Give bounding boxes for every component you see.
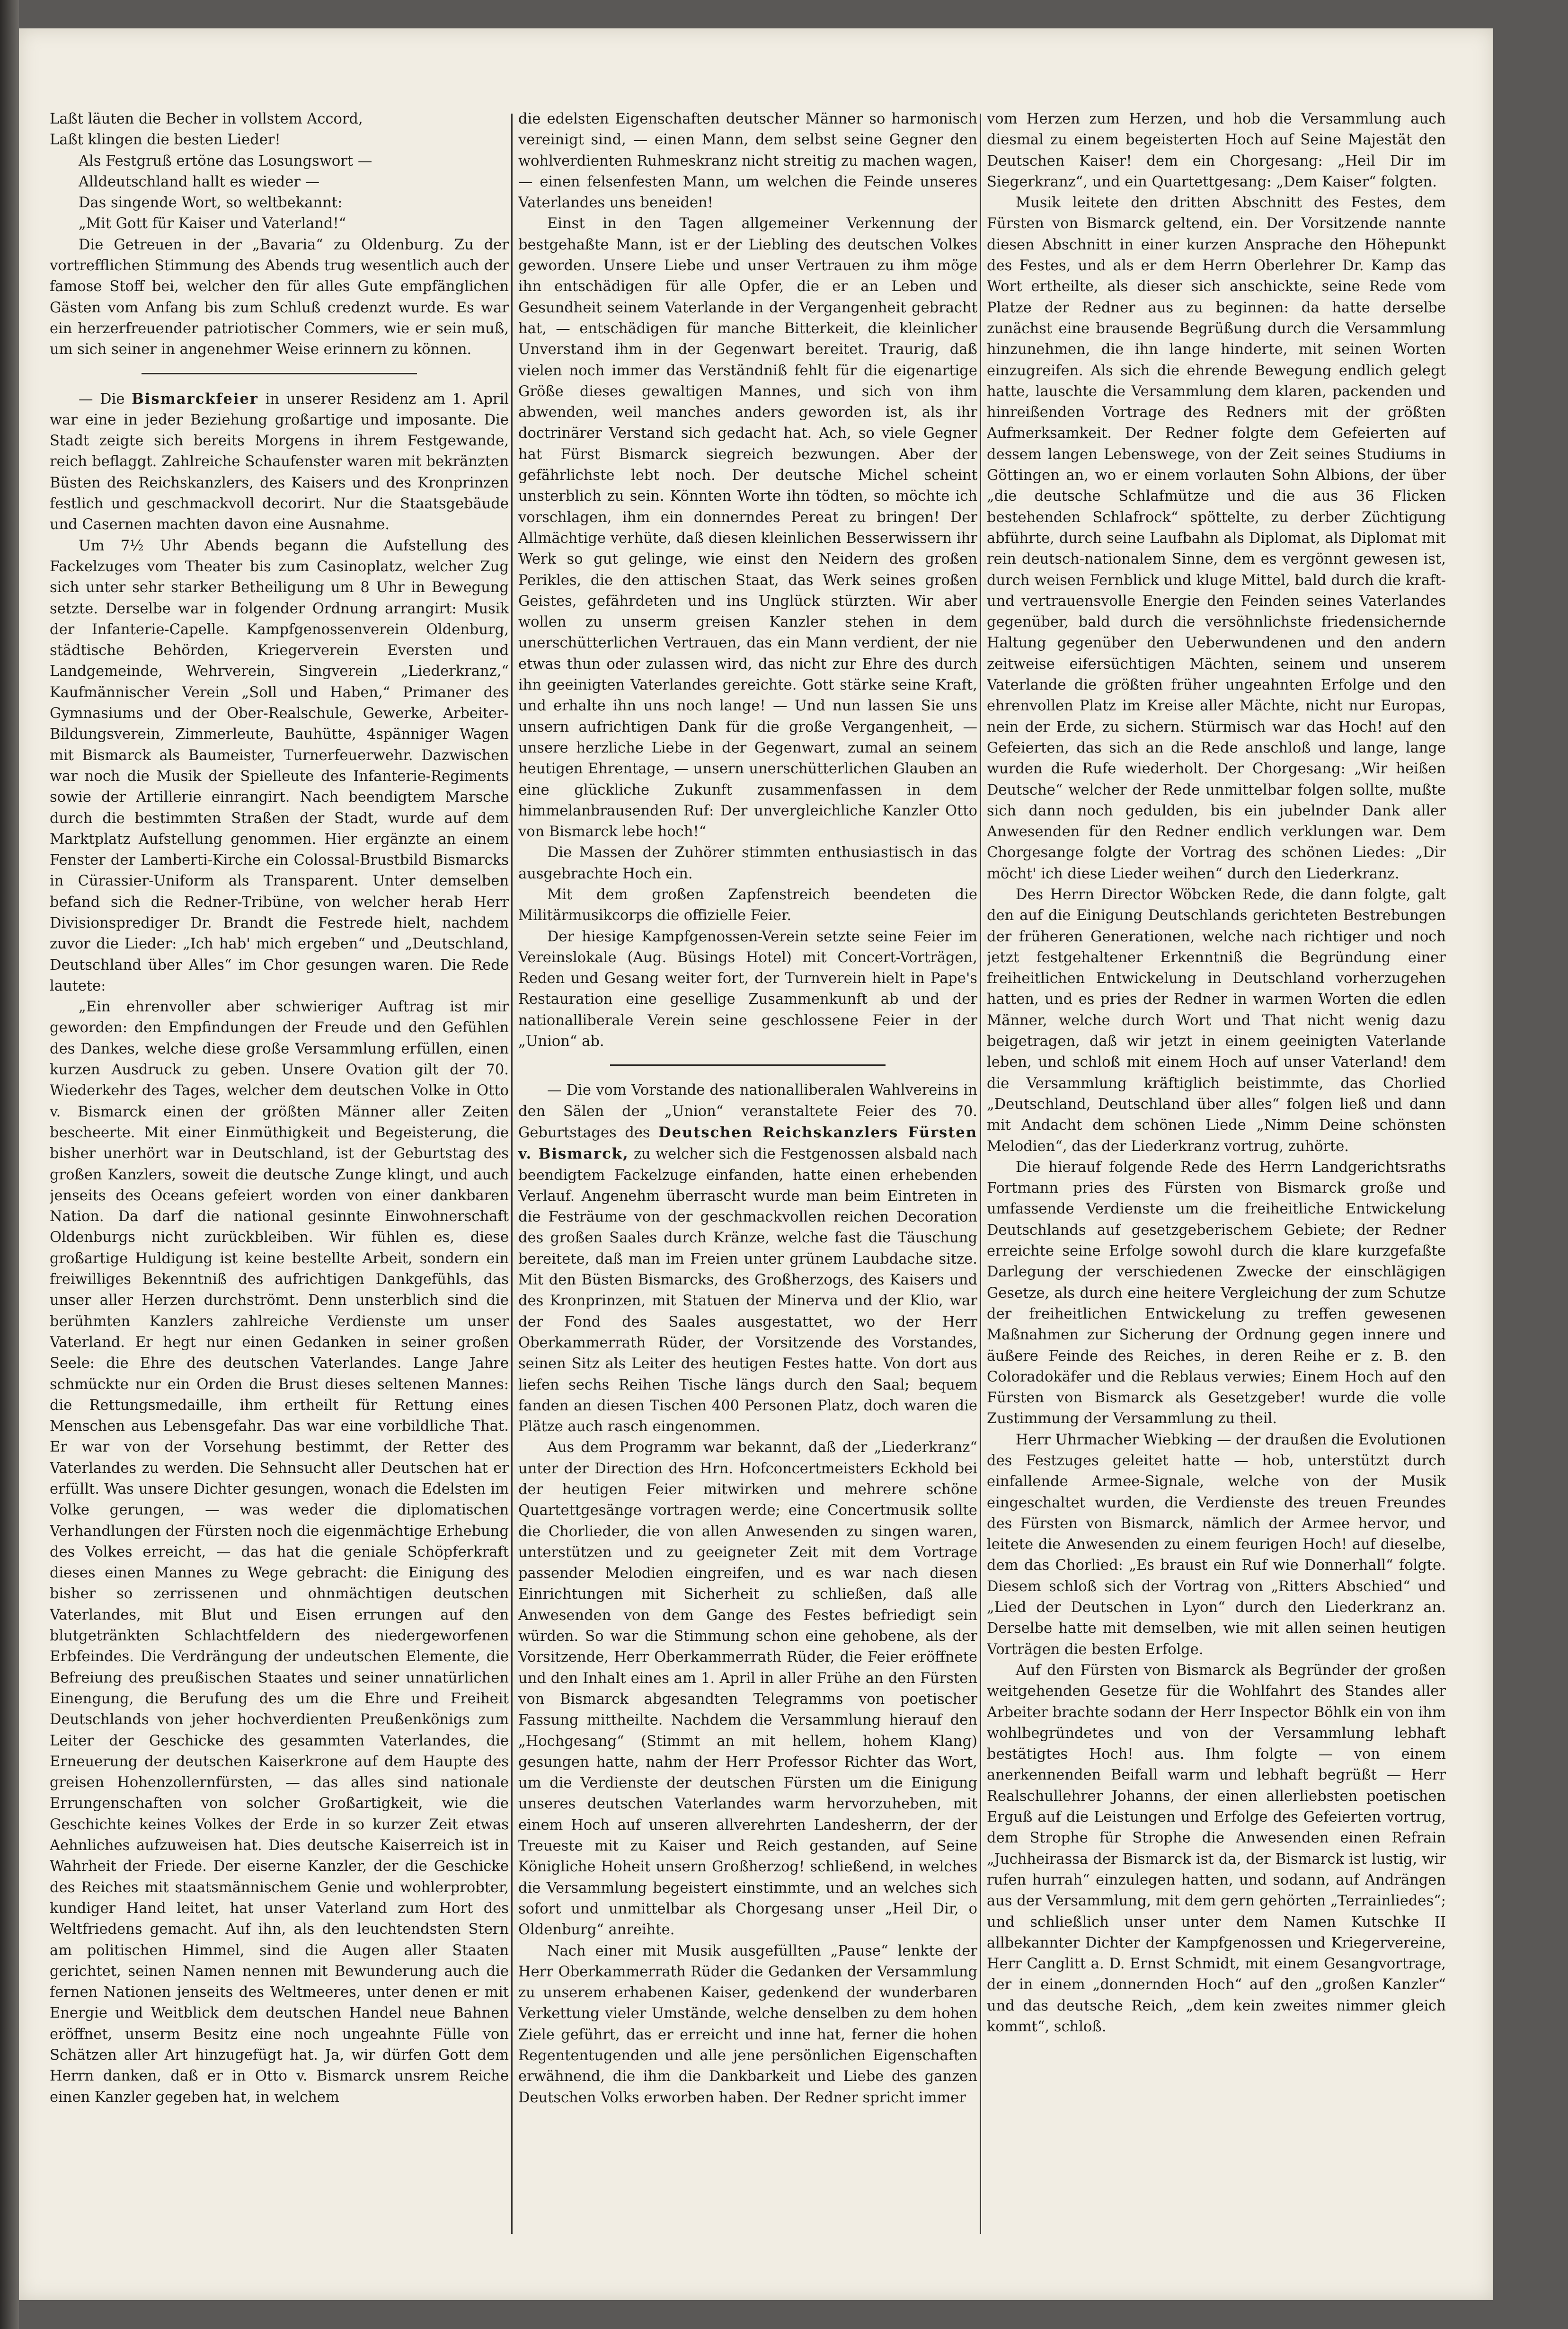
paragraph: Die hierauf folgende Rede des Herrn Landgerichtsraths Fortmann pries des Fürsten von Bismarck große und umfassende Verdienste um die freiheitliche Entwickelung Deutschlands auf gesetzgeberischem Gebiete; der Redner erreichte seine Erfolge sowohl durch die klare kurzgefaßte Darlegung der verschiedenen Zwecke der einschlägigen Gesetze, als durch eine heitere Vergleichung der zum Schutze der freiheitlichen Entwickelung zu treffen gewesenen Maßnahmen zur Sicherung der Ordnung gegen innere und äußere Feinde des Reiches, in deren Reihe er z. B. den Coloradokäfer und die Reblaus verwies; Einem Hoch auf den Fürsten von Bismarck als Gesetzgeber! wurde die volle Zustimmung der Versammlung zu theil. — [987, 1159, 1446, 1427]
article-separator — [610, 1064, 886, 1066]
paragraph: Nach einer mit Musik ausgefüllten „Pause“ lenkte der Herr Oberkammerrath Rüder die Gedanken der Versammlung zu unserem erhabenen Kaiser, gedenkend der wunderbaren Verkettung vieler Umstände, welche denselben zu dem hohen Ziele geführt, das er erreicht und inne hat, ferner die hohen Regententugenden und alle jene persönlichen Eigenschaften erwähnend, die ihm die Dankbarkeit und Liebe des ganzen Deutschen Volks erworben haben. Der Redner spricht immer — [518, 1942, 977, 2106]
paragraph: Die Massen der Zuhörer stimmten enthusiastisch in das ausgebrachte Hoch ein. — [518, 844, 977, 882]
book-binding-edge — [0, 0, 19, 2329]
paragraph: Der hiesige Kampfgenossen-Verein setzte seine Feier im Vereinslokale (Aug. Büsings Hotel) mit Concert-Vorträgen, Reden und Gesang weiter fort, der Turnverein hielt in Pape's Restauration eine gesellige Zusammenkunft ab und der nationalliberale Verein seine geschlossene Feier in der „Union“ ab. — [518, 928, 977, 1050]
paragraph: Die Getreuen in der „Bavaria“ zu Oldenburg. Zu der vortrefflichen Stimmung des Abends trug wesentlich auch der famose Stoff bei, welcher den für alles Gute empfänglichen Gästen vom Anfang bis zum Schluß credenzt wurde. Es war ein herzerfreuender patriotischer Commers, wie er sein muß, um sich seiner in angenehmer Weise erinnern zu können. — [50, 236, 509, 358]
paragraph: Auf den Fürsten von Bismarck als Begründer der großen weitgehenden Gesetze für die Wohlfahrt des Standes aller Arbeiter brachte sodann der Herr Inspector Böhlk ein von ihm wohlbegründetes und von der Versammlung lebhaft bestätigtes Hoch! aus. Ihm folgte — von einem anerkennenden Beifall warm und lebhaft begrüßt — Herr Realschullehrer Johanns, der einen allerliebsten poetischen Erguß auf die Leistungen und Erfolge des Gefeierten vortrug, dem Strophe für Strophe die Anwesenden einen Refrain „Juchheirassa der Bismarck ist da, der Bismarck ist lustig, wir rufen hurrah“ einzulegen hatten, und sodann, auf Andrängen aus der Versammlung, mit dem gern gehörten „Terrainliedes“; und schließlich unser unter dem Namen Kutschke II allbekannter Dichter der Kampfgenossen und Kriegervereine, Herr Canglitt a. D. Ernst Schmidt, mit einem Gesangvortrage, der in einem „donnernden Hoch“ auf den „großen Kanzler“ und das deutsche Reich, „dem kein zweites nimmer gleich kommt“, schloß. — [987, 1662, 1446, 2036]
article-headline-reichskanzler: Deutschen Reichskanzlers Fürsten v. Bismarck, — [518, 1124, 977, 1163]
paragraph-text: in unserer Residenz am 1. April war eine in jeder Beziehung großartige und imposante. Die Stadt zeigte sich bereits Morgens in ihrem Festgewande, reich beflaggt. Zahlreiche Schaufenster waren mit bekränzten Büsten des Reichskanzlers, des Kaisers und des Kronprinzen festlich und geschmackvoll decorirt. Nur die Staatsgebäude und Casernen machten davon eine Ausnahme. — [50, 390, 509, 533]
poem-line: Als Festgruß ertöne das Losungswort — — [79, 152, 372, 169]
paragraph-text: zu welcher sich die Festgenossen alsbald nach beendigtem Fackelzuge einfanden, hatte einen erhebenden Verlauf. Angenehm überrascht wurde man beim Eintreten in die Festräume von der geschmackvollen reichen Decoration des großen Saales durch Kränze, welche fast die Täuschung bereitete, daß man im Freien unter grünem Laubdache sitze. Mit den Büsten Bismarcks, des Großherzogs, des Kaisers und des Kronprinzen, mit Statuen der Minerva und der Klio, war der Fond des Saales ausgestattet, wo der Herr Oberkammerrath Rüder, der Vorsitzende des Vorstandes, seinen Sitz als Leiter des heutigen Festes hatte. Von dort aus liefen sechs Reihen Tische längs durch den Saal; bequem fanden an diesen Tischen 400 Personen Platz, doch waren die Plätze auch rasch eingenommen. — [518, 1146, 977, 1435]
paragraph: Des Herrn Director Wöbcken Rede, die dann folgte, galt den auf die Einigung Deutschlands gerichteten Bestrebungen der früheren Generationen, welche nach richtiger und noch jetzt festgehaltener Erkenntniß die Begründung einer freiheitlichen Entwickelung in Deutschland vorherzugehen hatten, und es pries der Redner in warmen Worten die edlen Männer, welche durch Wort und That nicht wenig dazu beigetragen, daß wir jetzt in einem geeinigten Vaterlande leben, und schloß mit einem Hoch auf unser Vaterland! dem die Versammlung kräftiglich beistimmte, das Chorlied „Deutschland, Deutschland über alles“ folgen ließ und dann mit Andacht dem schönen Liede „Nimm Deine schönsten Melodien“, das der Liederkranz vortrug, zuhörte. — [987, 886, 1446, 1155]
article-paragraph-bismarckfeier — [50, 389, 509, 536]
column-3 — [987, 109, 1446, 2239]
article-separator — [142, 373, 417, 374]
paragraph: Einst in den Tagen allgemeiner Verkennung der bestgehaßte Mann, ist er der Liebling des deutschen Volkes geworden. Unsere Liebe und unser Vertrauen zu ihm möge ihn entschädigen für alle Opfer, die er an Leben und Gesundheit seinem Vaterlande in der Vergangenheit gebracht hat, — entschädigen für manche Bitterkeit, die kleinlicher Unverstand ihm in der Gegenwart bereitet. Traurig, daß vielen noch immer das Verständniß fehlt für die eigenartige Größe dieses gewaltigen Mannes, und sich von ihm abwenden, weil manches anders geworden ist, als ihr doctrinärer Verstand sich gedacht hat. Ach, so viele Gegner hat Fürst Bismarck siegreich bezwungen. Aber der gefährlichste lebt noch. Der deutsche Michel scheint unsterblich zu sein. Könnten Worte ihn tödten, so möchte ich vorschlagen, ihm ein donnerndes Pereat zu bringen! Der Allmächtige verhüte, daß diesen kleinlichen Besserwissern ihr Werk so gut gelinge, wie einst den Neidern des großen Perikles, die den attischen Staat, das Werk seines großen Geistes, gefährdeten und ins Unglück stürzten. Wir aber wollen zu unserm greisen Kanzler stehen in dem unerschütterlichen Vertrauen, das ein Mann verdient, der nie etwas thun oder zulassen wird, das nicht zur Ehre des durch ihn geeinigten Vaterlandes gereichte. Gott stärke seine Kraft, und erhalte ihn uns noch lange! — Und nun lassen Sie uns unsern aufrichtigen Dank für die große Vergangenheit, — unsere herzliche Liebe in der Gegenwart, zumal an seinem heutigen Ehrentage, — unsern unerschütterlichen Glauben an eine glückliche Zukunft zusammenfassen in dem himmelanbrausenden Ruf: Der unvergleichliche Kanzler Otto von Bismarck lebe hoch!“ — [518, 215, 977, 841]
poem-verse — [50, 109, 509, 235]
paragraph: die edelsten Eigenschaften deutscher Männer so harmonisch vereinigt sind, — einen Mann, dem selbst seine Gegner den wohlverdienten Ruhmeskranz nicht streitig zu machen wagen, — einen felsenfesten Mann, um welchen die Feinde unseres Vaterlandes uns beneiden! — [518, 111, 977, 212]
paragraph-lead: — Die vom Vorstande des nationalliberalen Wahlvereins in den Sälen der „Union“ veranstaltete Feier des 70. Geburtstages des — [518, 1082, 977, 1141]
paragraph: Herr Uhrmacher Wiebking — der draußen die Evolutionen des Festzuges geleitet hatte — hob, unterstützt durch einfallende Armee-Signale, welche von der Musik eingeschaltet wurden, die Verdienste des treuen Freundes des Fürsten von Bismarck, nämlich der Armee hervor, und leitete die Anwesenden zu einem feurigen Hoch! auf dieselbe, dem das Chorlied: „Es braust ein Ruf wie Donnerhall“ folgte. Diesem schloß sich der Vortrag von „Ritters Abschied“ und „Lied der Deutschen in Lyon“ durch den Liederkranz an. Derselbe hatte mit demselben, wie mit allen seinen heutigen Vorträgen die besten Erfolge. — [987, 1431, 1446, 1658]
paragraph: Um 7½ Uhr Abends begann die Aufstellung des Fackelzuges vom Theater bis zum Casinoplatz, welcher Zug sich unter sehr starker Betheiligung um 8 Uhr in Bewegung setzte. Derselbe war in folgender Ordnung arrangirt: Musik der Infanterie-Capelle. Kampfgenossenverein Oldenburg, städtische Behörden, Kriegerverein Eversten und Landgemeinde, Wehrverein, Singverein „Liederkranz,“ Kaufmännischer Verein „Soll und Haben,“ Primaner des Gymnasiums und der Ober-Realschule, Gewerke, Arbeiter-Bildungsverein, Zimmerleute, Bauhütte, 4spänniger Wagen mit Bismarck als Baumeister, Turnerfeuerwehr. Dazwischen war noch die Musik der Spielleute des Infanterie-Regiments sowie der Artillerie einrangirt. Nach beendigtem Marsche durch die bestimmten Straßen der Stadt, wurde auf dem Marktplatz Aufstellung genommen. Hier ergänzte an einem Fenster der Lamberti-Kirche ein Colossal-Brustbild Bismarcks in Cürassier-Uniform als Transparent. Unter demselben befand sich die Redner-Tribüne, von welcher herab Herr Divisionsprediger Dr. Brandt die Festrede hielt, nachdem zuvor die Lieder: „Ich hab' mich ergeben“ und „Deutschland, Deutschland über Alles“ im Chor gesungen waren. Die Rede lautete: — [50, 537, 509, 994]
article-paragraph-reichskanzler — [518, 1080, 977, 1437]
poem-line: Das singende Wort, so weltbekannt: — [79, 195, 343, 212]
column-rule — [980, 114, 981, 2234]
paragraph: vom Herzen zum Herzen, und hob die Versammlung auch diesmal zu einem begeisterten Hoch auf Seine Majestät den Deutschen Kaiser! dem ein Chorgesang: „Heil Dir im Siegerkranz“, und ein Quartettgesang: „Dem Kaiser“ folgten. — [987, 111, 1446, 190]
column-1 — [50, 109, 509, 2239]
poem-line: Laßt klingen die besten Lieder! — [50, 132, 281, 149]
paragraph: Mit dem großen Zapfenstreich beendeten die Militärmusikcorps die offizielle Feier. — [518, 886, 977, 924]
poem-line: Laßt läuten die Becher in vollstem Accord, — [50, 111, 363, 127]
poem-line: „Mit Gott für Kaiser und Vaterland!“ — [79, 215, 346, 232]
column-rule — [511, 114, 513, 2234]
article-headline-bismarckfeier: Bismarckfeier — [132, 390, 258, 407]
paragraph-lead: — Die — [79, 390, 125, 407]
paragraph: Aus dem Programm war bekannt, daß der „Liederkranz“ unter der Direction des Hrn. Hofconcertmeisters Eckhold bei der heutigen Feier mitwirken und mehrere schöne Quartettgesänge vortragen werde; eine Concertmusik sollte die Chorlieder, die von allen Anwesenden zu singen waren, unterstützen und zu geeigneter Zeit mit dem Vortrage passender Melodien eingreifen, und es war nach diesen Einrichtungen mit Sicherheit zu schließen, daß alle Anwesenden von dem Gange des Festes befriedigt sein würden. So war die Stimmung schon eine gehobene, als der Vorsitzende, Herr Oberkammerrath Rüder, die Feier eröffnete und den Inhalt eines am 1. April in aller Frühe an den Fürsten von Bismarck abgesandten Telegramms von poetischer Fassung mittheilte. Nachdem die Versammlung hierauf den „Hochgesang“ (Stimmt an mit hellem, hohem Klang) gesungen hatte, nahm der Herr Professor Richter das Wort, um die Verdienste der deutschen Fürsten um die Einigung unseres deutschen Vaterlandes warm hervorzuheben, mit einem Hoch auf unseren allverehrten Landesherrn, der der Treueste mit zu Kaiser und Reich gestanden, auf Seine Königliche Hoheit unsern Großherzog! schließend, in welches die Versammlung begeistert einstimmte, und an welches sich sofort und unmittelbar als Chorgesang unser „Heil Dir, o Oldenburg“ anreihte. — [518, 1439, 977, 1939]
column-2 — [518, 109, 977, 2239]
poem-line: Alldeutschland hallt es wieder — — [79, 173, 320, 190]
paragraph: „Ein ehrenvoller aber schwieriger Auftrag ist mir geworden: den Empfindungen der Freude und den Gefühlen des Dankes, welche diese große Versammlung erfüllen, einen kurzen Ausdruck zu geben. Unsere Ovation gilt der 70. Wiederkehr des Tages, welcher dem deutschen Volke in Otto v. Bismarck einen der größten Männer aller Zeiten bescheerte. Mit einer Einmüthigkeit und Begeisterung, die bisher unerhört war in Deutschland, ist der Geburtstag des großen Kanzlers, soweit die deutsche Zunge klingt, und auch jenseits des Oceans gefeiert worden von einer dankbaren Nation. Da darf die national gesinnte Einwohnerschaft Oldenburgs nicht zurückbleiben. Wir fühlen es, diese großartige Huldigung ist keine bestellte Arbeit, sondern ein freiwilliges Bekenntniß des aufrichtigen Dankgefühls, das unser aller Herzen durchströmt. Denn unsterblich sind die berühmten Kanzlers zahlreiche Verdienste um unser Vaterland. Er hegt nur einen Gedanken in seiner großen Seele: die Ehre des deutschen Vaterlandes. Lange Jahre schmückte nur ein Orden die Brust dieses seltenen Mannes: die Rettungsmedaille, ihm ertheilt für Rettung eines Menschen aus Lebensgefahr. Das war eine vorbildliche That. Er war von der Vorsehung bestimmt, der Retter des Vaterlandes zu werden. Die Sehnsucht aller Deutschen hat er erfüllt. Was unsere Dichter gesungen, wonach die Edelsten im Volke gerungen, — was weder die diplomatischen Verhandlungen der Fürsten noch die eigenmächtige Erhebung des Volkes erreicht, — das hat die geniale Schöpferkraft dieses einen Mannes zu Wege gebracht: die Einigung des bisher so zerrissenen und ohnmächtigen deutschen Vaterlandes, mit Blut und Eisen errungen auf den blutgetränkten Schlachtfeldern des niedergeworfenen Erbfeindes. Die Verdrängung der undeutschen Elemente, die Befreiung des preußischen Staates und seiner unnatürlichen Einengung, die Berufung des um die Ehre und Freiheit Deutschlands von jeher hochverdienten Preußenkönigs zum Leiter der Geschicke des gesammten Vaterlandes, die Erneuerung der deutschen Kaiserkrone auf dem Haupte des greisen Hohenzollernfürsten, — das alles sind nationale Errungenschaften von solcher Großartigkeit, wie die Geschichte keines Volkes der Erde in so kurzer Zeit etwas Aehnliches aufzuweisen hat. Dies deutsche Kaiserreich ist in Wahrheit der Friede. Der eiserne Kanzler, der die Geschicke des Reiches mit staatsmännischem Genie und wohlerprobter, kundiger Hand leitet, hat unser Vaterland zum Hort des Weltfriedens gemacht. Auf ihn, als den leuchtendsten Stern am politischen Himmel, sind die Augen aller Staaten gerichtet, seinen Namen nennen mit Bewunderung auch die fernen Nationen jenseits des Weltmeeres, unter denen er mit Energie und Weitblick dem deutschen Handel neue Bahnen eröffnet, unserm Besitz eine noch ungeahnte Fülle von Schätzen aller Art hinzugefügt hat. Ja, wir dürfen Gott dem Herrn danken, daß er in Otto v. Bismarck unsrem Reiche einen Kanzler gegeben hat, in welchem — [50, 999, 509, 2106]
newspaper-page — [19, 28, 1493, 2300]
paragraph: Musik leitete den dritten Abschnitt des Festes, dem Fürsten von Bismarck geltend, ein. Der Vorsitzende nannte diesen Abschnitt in einer kurzen Ansprache den Höhepunkt des Festes, und als er dem Herrn Oberlehrer Dr. Kamp das Wort ertheilte, als dieser sich anschickte, seine Rede vom Platze der Redner aus zu beginnen: da hatte derselbe zunächst eine brausende Begrüßung durch die Versammlung hinzunehmen, die ihn lange hinderte, mit seinen Worten einzugreifen. Als sich die ehrende Bewegung endlich gelegt hatte, lauschte die Versammlung dem klaren, packenden und hinreißenden Vortrage des Redners mit der größten Aufmerksamkeit. Der Redner folgte dem Gefeierten auf dessem langen Lebenswege, von der Zeit seines Studiums in Göttingen an, wo er einem vorlauten Sohn Albions, der über „die deutsche Schlafmütze und die aus 36 Flicken bestehenden Schlafrock“ spöttelte, zu derber Züchtigung abführte, durch seine Laufbahn als Diplomat, als Diplomat mit rein deutsch-nationalem Sinne, dem es vergönnt gewesen ist, durch weisen Fernblick und kluge Mittel, bald durch die kraft- und vertrauensvolle Energie den Feinden seines Vaterlandes gegenüber, bald durch die versöhnlichste friedensichernde Haltung gegenüber den Ueberwundenen und den andern zeitweise eifersüchtigen Mächten, seinem und unserem Vaterlande die größten früher ungeahnten Erfolge und den ehrenvollen Platz im Kreise aller Mächte, nicht nur Europas, nein der Erde, zu sichern. Stürmisch war das Hoch! auf den Gefeierten, das sich an die Rede anschloß und lange, lange wurden die Rufe wiederholt. Der Chorgesang: „Wir heißen Deutsche“ welcher der Rede unmittelbar folgen sollte, mußte sich dann noch gedulden, bis ein jubelnder Dank aller Anwesenden für den Redner endlich verklungen war. Dem Chorgesange folgte der Vortrag des schönen Liedes: „Dir möcht' ich diese Lieder weihen“ durch den Liederkranz. — [987, 195, 1446, 882]
